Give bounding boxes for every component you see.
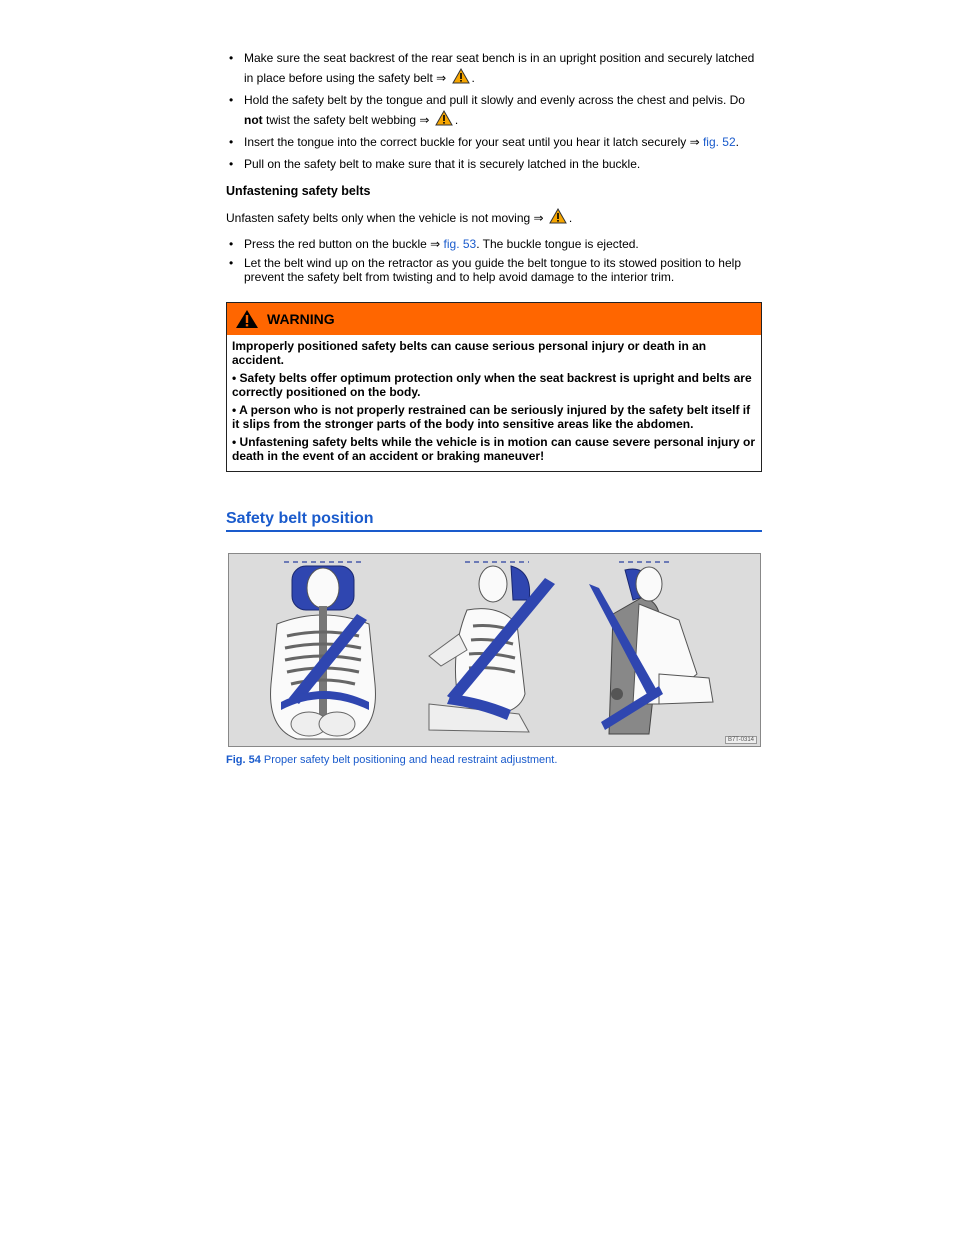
warning-triangle-icon [235, 309, 259, 329]
page-content [226, 48, 762, 766]
bullet-marker: • [229, 51, 234, 65]
figure-caption: Fig. 54 Proper safety belt positioning and head restraint adjustment. [226, 754, 558, 766]
section-title: Safety belt position [226, 510, 762, 532]
list-item: • Hold the safety belt by the tongue and pull it slowly and evenly across the chest and pelvis. Do not twist the safety belt webbing ⇒ . [226, 90, 762, 130]
warning-item: • A person who is not properly restrained can be seriously injured by the safety belt itself if it slips from the stronger parts of the body into sensitive areas like the abdomen. [232, 403, 751, 431]
warning-triangle-icon [452, 68, 470, 84]
warning-body [227, 335, 761, 471]
warning-title: WARNING [267, 311, 335, 327]
warning-intro: Improperly positioned safety belts can cause serious personal injury or death in an accident. [232, 339, 707, 367]
bullet-marker: • [229, 256, 234, 270]
warning-triangle-icon [435, 110, 453, 126]
warning-item: • Safety belts offer optimum protection only when the seat backrest is upright and belts are correctly positioned on the body. [232, 371, 752, 399]
bullet-marker: • [229, 135, 234, 149]
list-item: • Insert the tongue into the correct buckle for your seat until you hear it latch securely ⇒ fig. 52. [226, 132, 762, 152]
list-item: • Press the red button on the buckle ⇒ fig. 53. The buckle tongue is ejected. [226, 234, 762, 254]
bullet-marker: • [229, 237, 234, 251]
bullet-marker: • [229, 157, 234, 171]
list-item: • Pull on the safety belt to make sure that it is securely latched in the buckle. [226, 154, 762, 174]
caption-label: Fig. 54 [226, 754, 261, 766]
belt-illustration [229, 554, 760, 746]
figure-code: B7T-0314 [725, 736, 757, 744]
warning-header [227, 303, 761, 335]
subheading-unfastening: Unfastening safety belts [226, 184, 371, 198]
list-item: • Make sure the seat backrest of the rear seat bench is in an upright position and securely latched in place before using the safety belt ⇒ . [226, 48, 762, 88]
warning-triangle-icon [549, 208, 567, 224]
list-item: • Let the belt wind up on the retractor as you guide the belt tongue to its stowed position to help prevent the safety belt from twisting and to help avoid damage to the interior trim. [229, 256, 741, 284]
figure-safety-belt [228, 553, 761, 747]
fig-53-link[interactable]: fig. 53 [443, 237, 477, 251]
bullet-marker: • [229, 93, 234, 107]
front-view-figure [271, 562, 376, 739]
side-view-figure [429, 562, 555, 732]
unfasten-intro: Unfasten safety belts only when the vehicle is not moving ⇒ . [226, 208, 762, 228]
warning-box [226, 302, 762, 472]
fig-52-link[interactable]: fig. 52 [702, 135, 736, 149]
seat-view-figure [589, 562, 713, 734]
warning-item: • Unfastening safety belts while the vehicle is in motion can cause severe personal injury or death in the event of an accident or braking maneuver! [232, 435, 756, 463]
